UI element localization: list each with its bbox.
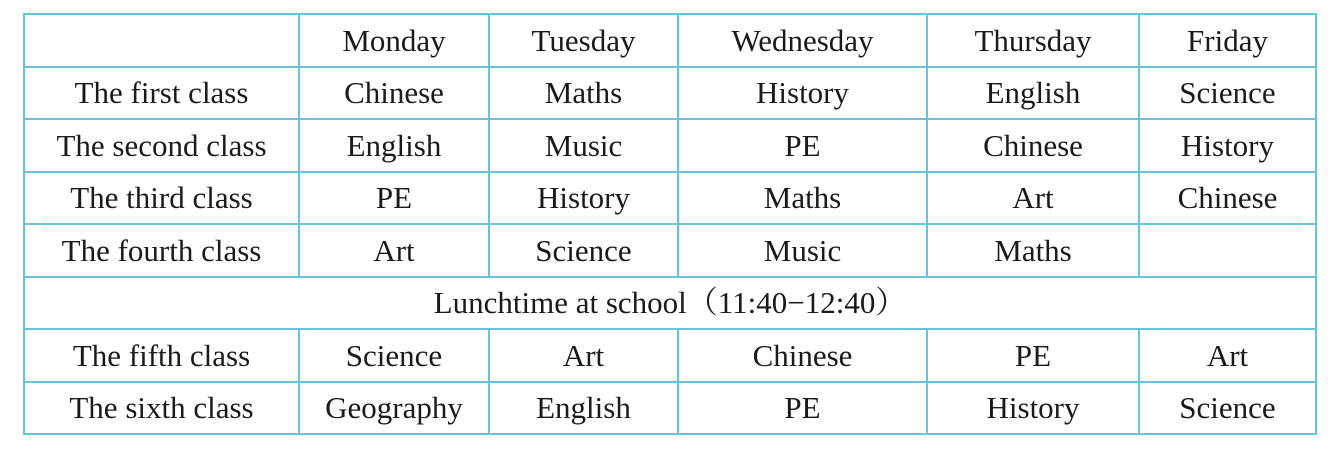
subject-cell: Chinese	[927, 119, 1139, 172]
row-label: The first class	[24, 67, 299, 120]
subject-cell: Art	[1139, 329, 1316, 382]
empty-subject-cell	[1139, 224, 1316, 277]
row-label: The fifth class	[24, 329, 299, 382]
table-row	[24, 329, 1316, 382]
row-label: The second class	[24, 119, 299, 172]
day-header-monday: Monday	[299, 14, 489, 67]
subject-cell: Chinese	[1139, 172, 1316, 225]
row-label: The third class	[24, 172, 299, 225]
subject-cell: English	[489, 382, 678, 435]
subject-cell: History	[489, 172, 678, 225]
subject-cell: Maths	[678, 172, 927, 225]
table-row	[24, 172, 1316, 225]
day-header-friday: Friday	[1139, 14, 1316, 67]
table-row	[24, 119, 1316, 172]
subject-cell: Music	[678, 224, 927, 277]
subject-cell: English	[927, 67, 1139, 120]
subject-cell: Geography	[299, 382, 489, 435]
subject-cell: Art	[299, 224, 489, 277]
day-header-tuesday: Tuesday	[489, 14, 678, 67]
table-row	[24, 224, 1316, 277]
subject-cell: Chinese	[678, 329, 927, 382]
subject-cell: Science	[1139, 67, 1316, 120]
corner-cell	[24, 14, 299, 67]
subject-cell: PE	[927, 329, 1139, 382]
lunch-cell: Lunchtime at school（11:40−12:40）	[24, 277, 1316, 330]
row-label: The sixth class	[24, 382, 299, 435]
row-label: The fourth class	[24, 224, 299, 277]
subject-cell: Art	[927, 172, 1139, 225]
subject-cell: History	[678, 67, 927, 120]
day-header-wednesday: Wednesday	[678, 14, 927, 67]
subject-cell: Maths	[927, 224, 1139, 277]
table-row	[24, 67, 1316, 120]
subject-cell: PE	[678, 382, 927, 435]
subject-cell: Art	[489, 329, 678, 382]
subject-cell: History	[927, 382, 1139, 435]
timetable	[23, 13, 1317, 435]
lunch-row	[24, 277, 1316, 330]
subject-cell: Music	[489, 119, 678, 172]
subject-cell: PE	[678, 119, 927, 172]
subject-cell: Science	[299, 329, 489, 382]
table-row	[24, 382, 1316, 435]
subject-cell: PE	[299, 172, 489, 225]
subject-cell: Maths	[489, 67, 678, 120]
subject-cell: Chinese	[299, 67, 489, 120]
day-header-thursday: Thursday	[927, 14, 1139, 67]
subject-cell: English	[299, 119, 489, 172]
subject-cell: Science	[489, 224, 678, 277]
subject-cell: History	[1139, 119, 1316, 172]
subject-cell: Science	[1139, 382, 1316, 435]
header-row	[24, 14, 1316, 67]
